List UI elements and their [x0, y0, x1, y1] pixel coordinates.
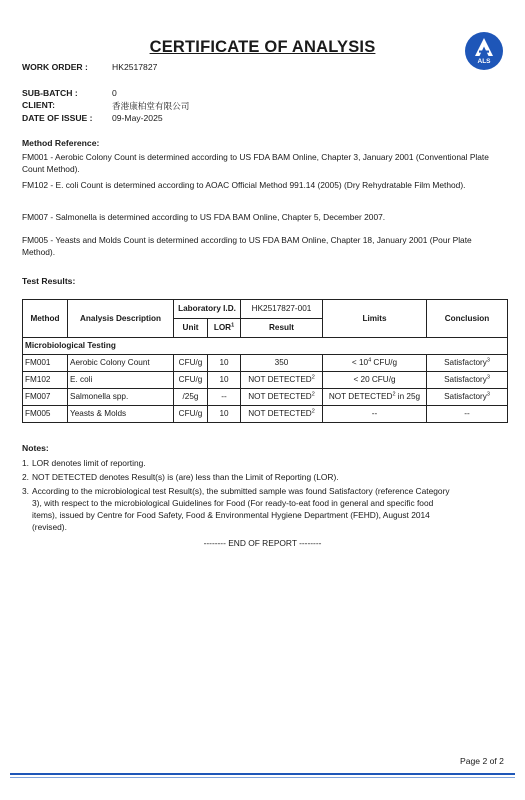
conclusion-cell-sup: 3 — [486, 374, 490, 381]
conclusion-cell — [427, 355, 508, 372]
result-cell — [241, 355, 323, 372]
unit-cell-text: /25g — [182, 392, 199, 401]
footer-rule — [10, 773, 515, 775]
method-ref-fm102: FM102 - E. coli Count is determined according to AOAC Official Method 991.14 (2005) (Dry Rehydratable Film Method). — [22, 180, 466, 190]
certificate-title: CERTIFICATE OF ANALYSIS — [149, 38, 376, 56]
lor-cell-text: 10 — [219, 409, 229, 418]
note-number: 1. — [22, 458, 29, 468]
analysis-cell-text: Yeasts & Molds — [70, 409, 127, 418]
lor-cell — [208, 406, 241, 423]
header-unit: Unit — [174, 319, 208, 338]
unit-cell — [174, 406, 208, 423]
note-text: NOT DETECTED denotes Result(s) is (are) less than the Limit of Reporting (LOR). — [32, 472, 339, 482]
group-row: Microbiological Testing — [23, 338, 508, 355]
limit-cell — [323, 389, 427, 406]
conclusion-cell — [427, 389, 508, 406]
method-cell-text: FM007 — [25, 392, 51, 401]
method-cell-text: FM005 — [25, 409, 51, 418]
test-results-heading: Test Results: — [22, 276, 76, 286]
limit-cell — [323, 406, 427, 423]
analysis-cell — [68, 389, 174, 406]
lor-cell — [208, 355, 241, 372]
analysis-cell — [68, 406, 174, 423]
conclusion-cell-sup: 3 — [486, 357, 490, 364]
conclusion-cell-text: Satisfactory — [444, 392, 487, 401]
conclusion-cell-text: -- — [464, 409, 470, 418]
note-number: 2. — [22, 472, 29, 482]
notes-heading: Notes: — [22, 443, 49, 453]
analysis-cell-text: E. coli — [70, 375, 93, 384]
unit-cell — [174, 389, 208, 406]
logo-text: ALS — [477, 58, 491, 65]
note-text: LOR denotes limit of reporting. — [32, 458, 146, 468]
limit-cell-text: CFU/g — [371, 358, 398, 367]
unit-cell-text: CFU/g — [178, 375, 203, 384]
method-ref-fm001: FM001 - Aerobic Colony Count is determined according to US FDA BAM Online, Chapter 3, January 2001 (Conventional Plate Count Method). — [22, 152, 489, 174]
analysis-cell-text: Salmonella spp. — [70, 392, 129, 401]
als-logo-icon — [464, 31, 504, 71]
lor-cell-text: -- — [221, 392, 227, 401]
sub-batch-value: 0 — [112, 88, 117, 98]
limit-cell-text: < 20 CFU/g — [353, 375, 396, 384]
method-reference-heading: Method Reference: — [22, 138, 100, 148]
method-cell — [23, 406, 68, 423]
limit-cell-text: in 25g — [395, 392, 421, 401]
table-row — [23, 372, 508, 389]
limit-cell — [323, 355, 427, 372]
note-item — [22, 485, 452, 533]
sub-batch-label: SUB-BATCH : — [22, 88, 78, 98]
method-ref-fm007: FM007 - Salmonella is determined according to US FDA BAM Online, Chapter 5, December 2007. — [22, 212, 386, 222]
footer-rule-secondary — [10, 777, 515, 778]
notes-list — [22, 457, 452, 533]
lor-cell — [208, 389, 241, 406]
lor-cell-text: 10 — [219, 375, 229, 384]
result-cell-text: NOT DETECTED — [248, 409, 312, 418]
conclusion-cell-text: Satisfactory — [444, 375, 487, 384]
result-cell-sup: 2 — [311, 374, 315, 381]
result-cell-sup: 2 — [311, 391, 315, 398]
header-conclusion: Conclusion — [427, 300, 508, 338]
header-lor — [208, 319, 241, 338]
analysis-cell — [68, 355, 174, 372]
header-analysis: Analysis Description — [68, 300, 174, 338]
header-sample-id: HK2517827-001 — [241, 300, 323, 319]
method-ref-fm005: FM005 - Yeasts and Molds Count is determined according to US FDA BAM Online, Chapter 18, January 2001 (Pour Plate Method). — [22, 235, 472, 257]
result-cell — [241, 372, 323, 389]
note-number: 3. — [22, 486, 29, 496]
header-limits: Limits — [323, 300, 427, 338]
page-number: Page 2 of 2 — [460, 756, 504, 766]
lor-cell-text: 10 — [219, 358, 229, 367]
note-text: According to the microbiological test Result(s), the submitted sample was found Satisfactory (reference Category 3), with respect to the microbiological Guidelines for Food (For ready-to-eat food in general and specific food items), issued by Centre for Food Safety, Food & Environmental Hygiene Department (FEHD), August 2014 (revised). — [32, 486, 450, 532]
unit-cell-text: CFU/g — [178, 358, 203, 367]
work-order-label: WORK ORDER : — [22, 62, 88, 72]
header-lor-sup: 1 — [231, 322, 235, 329]
limit-cell — [323, 372, 427, 389]
limit-cell-text: NOT DETECTED — [328, 392, 393, 401]
result-cell-sup: 2 — [311, 408, 315, 415]
limit-cell-text: < 10 — [351, 358, 369, 367]
analysis-cell-text: Aerobic Colony Count — [70, 358, 150, 367]
results-table — [22, 299, 508, 423]
note-item — [22, 457, 452, 469]
lor-cell — [208, 372, 241, 389]
conclusion-cell — [427, 406, 508, 423]
result-cell — [241, 406, 323, 423]
limit-cell-text: -- — [371, 409, 378, 418]
result-cell-text: 350 — [274, 358, 289, 367]
conclusion-cell-sup: 3 — [486, 391, 490, 398]
header-lab-id: Laboratory I.D. — [174, 300, 241, 319]
unit-cell — [174, 355, 208, 372]
method-cell — [23, 355, 68, 372]
method-cell — [23, 372, 68, 389]
note-item — [22, 471, 452, 483]
unit-cell — [174, 372, 208, 389]
analysis-cell — [68, 372, 174, 389]
table-row — [23, 355, 508, 372]
method-cell — [23, 389, 68, 406]
method-cell-text: FM001 — [25, 358, 51, 367]
date-label: DATE OF ISSUE : — [22, 113, 93, 123]
table-row — [23, 389, 508, 406]
client-value: 香港康柏堂有限公司 — [112, 101, 190, 111]
result-cell-text: NOT DETECTED — [248, 392, 312, 401]
method-cell-text: FM102 — [25, 375, 51, 384]
result-cell-text: NOT DETECTED — [248, 375, 312, 384]
header-method: Method — [23, 300, 68, 338]
table-row — [23, 406, 508, 423]
header-lor-text: LOR — [213, 323, 232, 332]
header-result: Result — [241, 319, 323, 338]
unit-cell-text: CFU/g — [178, 409, 203, 418]
client-label: CLIENT: — [22, 100, 55, 110]
conclusion-cell-text: Satisfactory — [444, 358, 487, 367]
result-cell — [241, 389, 323, 406]
limit-cell-sup: 2 — [392, 391, 396, 398]
end-of-report: -------- END OF REPORT -------- — [203, 538, 322, 548]
date-value: 09-May-2025 — [112, 113, 163, 123]
limit-cell-sup: 4 — [368, 357, 372, 364]
conclusion-cell — [427, 372, 508, 389]
work-order-value: HK2517827 — [112, 62, 158, 72]
